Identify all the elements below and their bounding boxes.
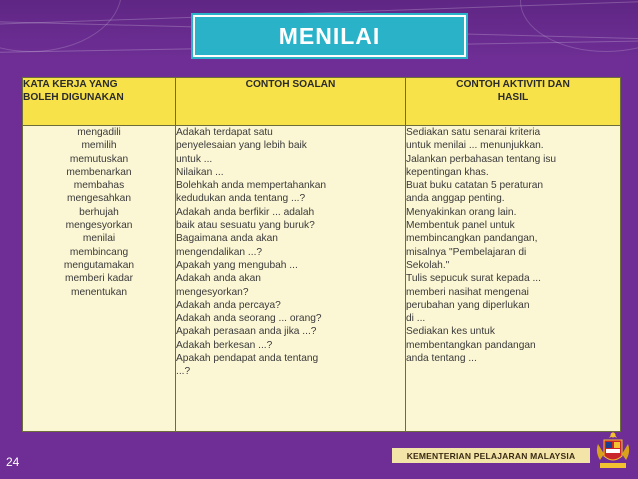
activity-line: di ... xyxy=(406,313,426,325)
activity-line: Tulis sepucuk surat kepada ... xyxy=(406,273,541,285)
verbs-cell xyxy=(23,126,176,432)
question-line: baik atau sesuatu yang buruk? xyxy=(176,220,315,232)
activity-line: membentangkan pandangan xyxy=(406,339,536,351)
verbs-list xyxy=(64,126,134,299)
activity-line: misalnya "Pembelajaran di xyxy=(406,246,527,258)
activity-line: perubahan yang diperlukan xyxy=(406,299,530,311)
question-line: Adakah anda akan xyxy=(176,273,261,285)
question-line: Apakah yang mengubah ... xyxy=(176,259,298,271)
header-activities-line: CONTOH AKTIVITI DAN xyxy=(456,79,570,90)
questions-cell xyxy=(176,126,406,432)
verb-item: membahas xyxy=(73,180,125,192)
question-line: Adakah anda berfikir ... adalah xyxy=(176,206,315,218)
activity-line: Sekolah." xyxy=(406,259,450,271)
verb-item: memberi kadar xyxy=(65,273,133,285)
slide-title-box xyxy=(193,15,466,57)
verb-item: mengadili xyxy=(77,127,121,138)
questions-list xyxy=(176,126,405,379)
verb-item: memutuskan xyxy=(69,153,129,165)
activity-line: Jalankan perbahasan tentang isu xyxy=(406,153,557,165)
question-line: Apakah perasaan anda jika ...? xyxy=(176,326,317,338)
activity-line: kepentingan khas. xyxy=(406,166,489,178)
activity-line: Sediakan satu senarai kriteria xyxy=(406,127,541,138)
header-questions xyxy=(176,78,406,126)
verb-item: mengesahkan xyxy=(66,193,131,205)
activity-line: anda anggap penting. xyxy=(406,193,505,205)
verb-item: mengutamakan xyxy=(63,259,135,271)
activity-line: anda tentang ... xyxy=(406,353,477,365)
question-line: Adakah anda percaya? xyxy=(176,299,281,311)
question-line: mengendalikan ...? xyxy=(176,246,263,258)
question-line: ...? xyxy=(176,366,191,378)
verb-item: mengesyorkan xyxy=(65,220,133,232)
question-line: Bagaimana anda akan xyxy=(176,233,278,245)
question-line: Adakah anda seorang ... orang? xyxy=(176,313,322,325)
question-line: kedudukan anda tentang ...? xyxy=(176,193,306,205)
evaluation-table xyxy=(22,77,621,432)
verb-item: membenarkan xyxy=(66,166,132,178)
activity-line: untuk menilai ... menunjukkan. xyxy=(406,140,544,152)
activities-list xyxy=(406,126,620,365)
header-activities-line: HASIL xyxy=(497,92,529,104)
question-line: Bolehkah anda mempertahankan xyxy=(176,180,327,192)
table-body-row xyxy=(23,126,621,432)
malaysia-coat-of-arms-icon xyxy=(592,430,634,472)
question-line: untuk ... xyxy=(176,153,213,165)
verb-item: memilih xyxy=(81,140,117,152)
page-number: 24 xyxy=(6,455,20,469)
verb-item: membincang xyxy=(69,246,129,258)
question-line: Nilaikan ... xyxy=(176,166,224,178)
activity-line: Buat buku catatan 5 peraturan xyxy=(406,180,544,192)
activity-line: memberi nasihat mengenai xyxy=(406,286,529,298)
question-line: Apakah pendapat anda tentang xyxy=(176,353,319,365)
question-line: Adakah berkesan ...? xyxy=(176,339,273,351)
question-line: Adakah terdapat satu xyxy=(176,127,273,138)
activity-line: Menyakinkan orang lain. xyxy=(406,206,517,218)
verb-item: menilai xyxy=(82,233,116,245)
verb-item: menentukan xyxy=(70,286,128,298)
question-line: mengesyorkan? xyxy=(176,286,249,298)
footer-strip xyxy=(392,448,590,463)
header-questions-label: CONTOH SOALAN xyxy=(245,79,336,90)
header-verbs-line: BOLEH DIGUNAKAN xyxy=(23,92,124,104)
verb-item: berhujah xyxy=(79,206,119,218)
activity-line: Membentuk panel untuk xyxy=(406,220,515,232)
header-verbs xyxy=(23,78,176,126)
activities-cell xyxy=(406,126,621,432)
header-activities xyxy=(406,78,621,126)
slide-title: MENILAI xyxy=(278,22,381,49)
header-verbs-line: KATA KERJA YANG xyxy=(23,79,118,90)
table-header-row xyxy=(23,78,621,126)
question-line: penyelesaian yang lebih baik xyxy=(176,140,307,152)
activity-line: Sediakan kes untuk xyxy=(406,326,495,338)
footer-ministry-label: KEMENTERIAN PELAJARAN MALAYSIA xyxy=(406,450,576,461)
activity-line: membincangkan pandangan, xyxy=(406,233,538,245)
